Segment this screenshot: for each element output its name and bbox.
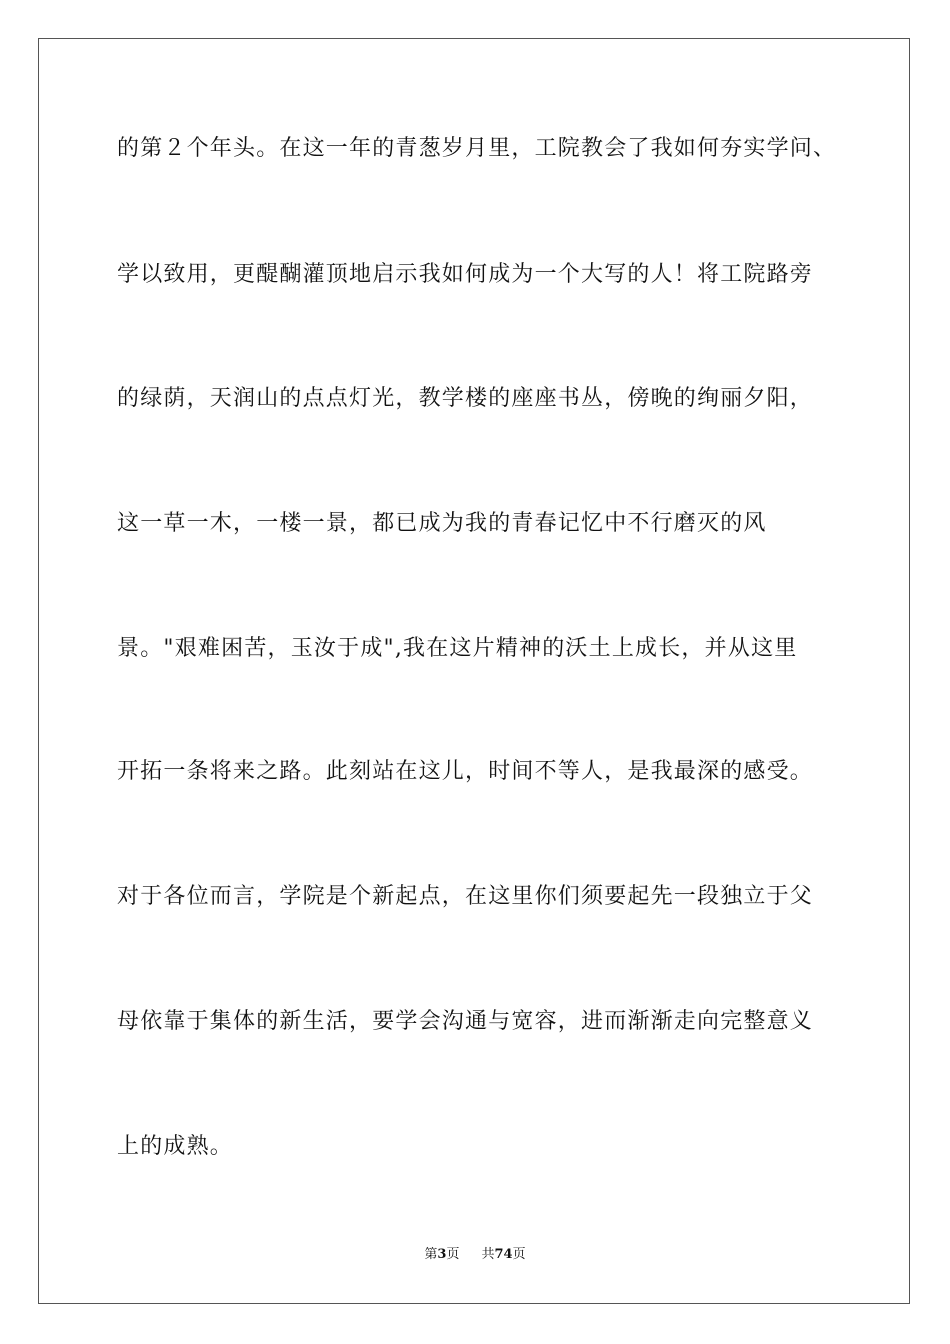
page-footer xyxy=(0,1246,950,1264)
text-line-3: 的绿荫，天润山的点点灯光，教学楼的座座书丛，傍晚的绚丽夕阳， xyxy=(117,386,814,411)
total-pages: 74 xyxy=(494,1247,513,1262)
total-prefix: 共 xyxy=(481,1247,495,1262)
text-line-9: 上的成熟。 xyxy=(117,1134,234,1159)
page-suffix: 页 xyxy=(446,1247,460,1262)
text-line-6: 开拓一条将来之路。此刻站在这儿，时间不等人，是我最深的感受。 xyxy=(117,759,814,784)
page-number: 3 xyxy=(437,1247,447,1262)
text-line-8: 母依靠于集体的新生活，要学会沟通与宽容，进而渐渐走向完整意义 xyxy=(117,1009,814,1034)
text-line-7: 对于各位而言，学院是个新起点，在这里你们须要起先一段独立于父 xyxy=(117,884,814,909)
page-border xyxy=(38,38,910,1304)
text-line-4: 这一草一木，一楼一景，都已成为我的青春记忆中不行磨灭的风 xyxy=(117,511,767,536)
text-line-2: 学以致用，更醍醐灌顶地启示我如何成为一个大写的人！将工院路旁 xyxy=(117,262,814,287)
text-line-5: 景。"艰难困苦，玉汝于成",我在这片精神的沃土上成长，并从这里 xyxy=(117,636,798,661)
total-suffix: 页 xyxy=(512,1247,526,1262)
page-prefix: 第 xyxy=(424,1247,438,1262)
text-line-1: 的第２个年头。在这一年的青葱岁月里，工院教会了我如何夯实学问、 xyxy=(117,136,837,161)
